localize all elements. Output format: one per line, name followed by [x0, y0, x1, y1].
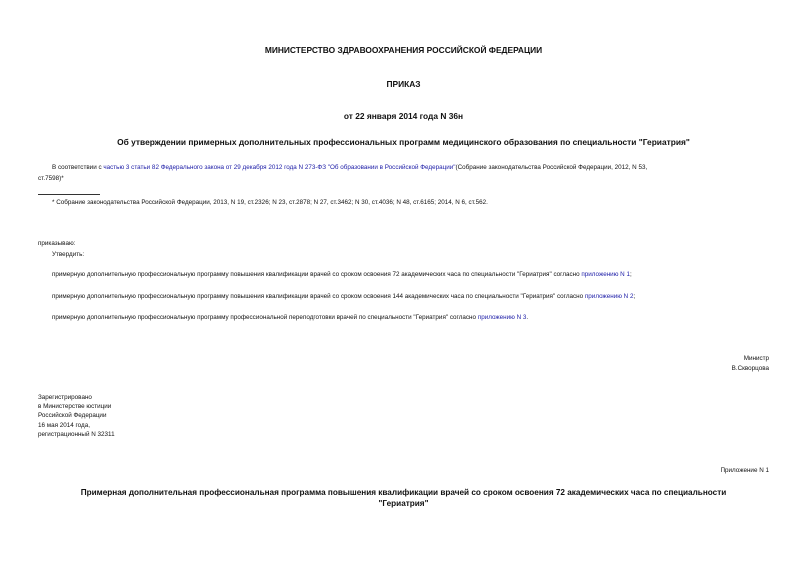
preamble-line-1 — [52, 163, 772, 172]
registration-line: 16 мая 2014 года, — [38, 421, 90, 429]
preamble-lead: В соответствии с — [52, 164, 104, 171]
order-item-text: примерную дополнительную профессиональную программу повышения квалификации врачей со сроком освоения 72 академических часа по специальности "Гериатрия" согласно — [52, 271, 582, 278]
appendix-3-link[interactable]: приложению N 3 — [477, 314, 527, 321]
orders-word: приказываю: — [38, 240, 76, 247]
order-item-end: ; — [633, 293, 636, 300]
order-date-number: от 22 января 2014 года N 36н — [343, 111, 464, 121]
registration-line: регистрационный N 32311 — [38, 430, 115, 438]
approve-word: Утвердить: — [52, 251, 85, 258]
ministry-heading: МИНИСТЕРСТВО ЗДРАВООХРАНЕНИЯ РОССИЙСКОЙ ФЕДЕРАЦИИ — [264, 45, 543, 55]
appendix-label: Приложение N 1 — [720, 467, 769, 474]
order-item — [52, 292, 635, 301]
registration-line: в Министерстве юстиции — [38, 403, 112, 411]
appendix-title-line-2: "Гериатрия" — [378, 498, 429, 508]
registration-block — [38, 393, 238, 439]
registration-line: Зарегистрировано — [38, 394, 92, 401]
signature-position: Министр — [743, 355, 769, 362]
preamble-tail: (Собрание законодательства Российской Федерации, 2012, N 53, — [455, 164, 648, 171]
order-item-text: примерную дополнительную профессиональную программу повышения квалификации врачей со сроком освоения 144 академических часа по специальности "Гериатрия" согласно — [52, 293, 585, 300]
registration-line: Российской Федерации — [38, 412, 107, 420]
doc-type-heading: ПРИКАЗ — [386, 79, 421, 89]
signature-name: В.Скворцова — [731, 365, 769, 372]
appendix-1-link[interactable]: приложению N 1 — [581, 271, 630, 278]
footnote: * Собрание законодательства Российской Федерации, 2013, N 19, ст.2326; N 23, ст.2878; N 27, ст.3462; N 30, ст.4036; N 48, ст.6165; 2014, N 6, ст.562. — [52, 199, 488, 206]
order-item-end: . — [526, 314, 529, 321]
order-title: Об утверждении примерных дополнительных профессиональных программ медицинского образования по специальности "Гериатрия" — [117, 137, 690, 147]
order-item-text: примерную дополнительную профессиональную программу профессиональной переподготовки врачей по специальности "Гериатрия" согласно — [52, 314, 478, 321]
footnote-divider — [38, 194, 100, 195]
law-link[interactable]: частью 3 статьи 82 Федерального закона от 29 декабря 2012 года N 273-ФЗ "Об образовании в Российской Федерации" — [103, 164, 456, 171]
appendix-title-line-1: Примерная дополнительная профессиональная программа повышения квалификации врачей со сроком освоения 72 академических часа по специальности — [80, 488, 727, 497]
order-item — [52, 270, 632, 279]
preamble-line-2: ст.7598)* — [38, 175, 64, 182]
order-item — [52, 313, 528, 322]
order-item-end: ; — [629, 271, 632, 278]
appendix-title — [0, 488, 807, 509]
appendix-2-link[interactable]: приложению N 2 — [584, 293, 634, 300]
